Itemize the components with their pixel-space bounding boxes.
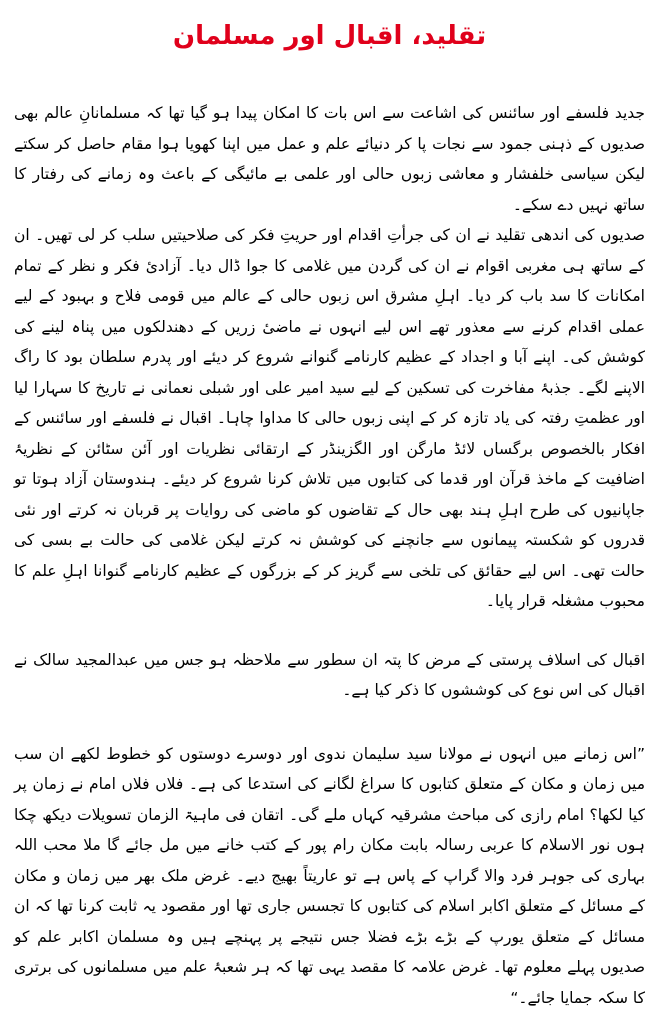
page-title: تقلید، اقبال اور مسلمان	[172, 21, 487, 51]
paragraph: اقبال کی اسلاف پرستی کے مرض کا پتہ ان سطور سے ملاحظہ ہو جس میں عبدالمجید سالک نے اقبال کی اس نوع کی کوششوں کا ذکر کیا ہے۔	[14, 650, 645, 699]
paragraph: صدیوں کی اندھی تقلید نے ان کی جرأتِ اقدام اور حریتِ فکر کی صلاحیتیں سلب کر لی تھیں۔ ان کے ساتھ ہی مغربی اقوام نے ان کی گردن میں غلامی کا جوا ڈال دیا۔ آزادیٔ فکر و نظر کے تمام امکانات کا سد باب کر دیا۔ اہلِ مشرق اس زبوں حالی کے عالم میں قومی فلاح و بہبود کے لیے عملی اقدام کرنے سے معذور تھے اس لیے انہوں نے ماضیٔ زریں کے دھندلکوں میں پناہ لینے کی کوشش کی۔ اپنے آبا و اجداد کے عظیم کارنامے گنوانے شروع کر دیئے اور پدرم سلطان بود کا راگ الاپنے لگے۔ جذبۂ مفاخرت کی تسکین کے لیے سید امیر علی اور شبلی نعمانی نے تاریخ کا سہارا لیا اور عظمتِ رفتہ کی یاد تازہ کر کے اپنی زبوں حالی کا مداوا چاہا۔ اقبال نے فلسفے اور سائنس کے افکار بالخصوص برگساں لائڈ مارگن اور الگزینڈر کے ارتقائی نظریات اور آئن سٹائن کے نظریۂ اضافیت کے ماخذ قرآن اور قدما کی کتابوں میں تلاش کرنا شروع کر دیئے۔ ہندوستان آزاد ہوتا تو جاپانیوں کی طرح اہلِ ہند بھی حال کے تقاضوں کو ماضی کی روایات پر قربان نہ کرتے اور نئی قدروں کو شکستہ پیمانوں سے جانچنے کی کوشش نہ کرتے لیکن غلامی کی حالت بے بسی کی حالت تھی۔ اس لیے حقائق کی تلخی سے گریز کر کے بزرگوں کے عظیم کارنامے گنوانا اہلِ علم کا محبوب مشغلہ قرار پایا۔	[14, 226, 645, 610]
paragraph: جدید فلسفے اور سائنس کی اشاعت سے اس بات کا امکان پیدا ہو گیا تھا کہ مسلمانانِ عالم بھی صدیوں کے ذہنی جمود سے نجات پا کر دنیائے علم و عمل میں اپنا کھویا ہوا مقام حاصل کر سکتے لیکن سیاسی خلفشار و معاشی زبوں حالی اور علمی بے مائیگی کے باعث وہ زمانے کی رفتار کا ساتھ نہیں دے سکے۔	[14, 104, 645, 214]
quoted-paragraph: ”اس زمانے میں انہوں نے مولانا سید سلیمان ندوی اور دوسرے دوستوں کو خطوط لکھے ان سب میں زمان و مکان کے متعلق کتابوں کا سراغ لگانے کی استدعا کی ہے۔ فلاں فلاں امام نے زمان پر کیا لکھا؟ امام رازی کی مباحث مشرقیہ کہاں ملے گی۔ اتقان فی ماہیۃ الزمان تسویلات دیکھ چکا ہوں نور الاسلام کا عربی رسالہ بابت مکان رام پور کے کتب خانے میں مل جائے گا ملا محب اللہ بہاری کی جوہر فرد والا گراپ کے پاس ہے تو عاریتاً بھیج دیے۔ غرض ملک بھر میں زمان و مکان کے مسائل کے متعلق اکابر اسلام کی کتابوں کا تجسس جاری تھا اور مقصود یہ ثابت کرنا تھا کہ ان مسائل کے متعلق یورپ کے بڑے بڑے فضلا جس نتیجے پر پہنچے ہیں وہ مسلمان اکابر علم کو صدیوں پہلے معلوم تھا۔ غرض علامہ کا مقصد یہی تھا کہ ہر شعبۂ علم میں مسلمانوں کی برتری کا سکہ جمایا جائے۔“	[14, 744, 645, 1007]
